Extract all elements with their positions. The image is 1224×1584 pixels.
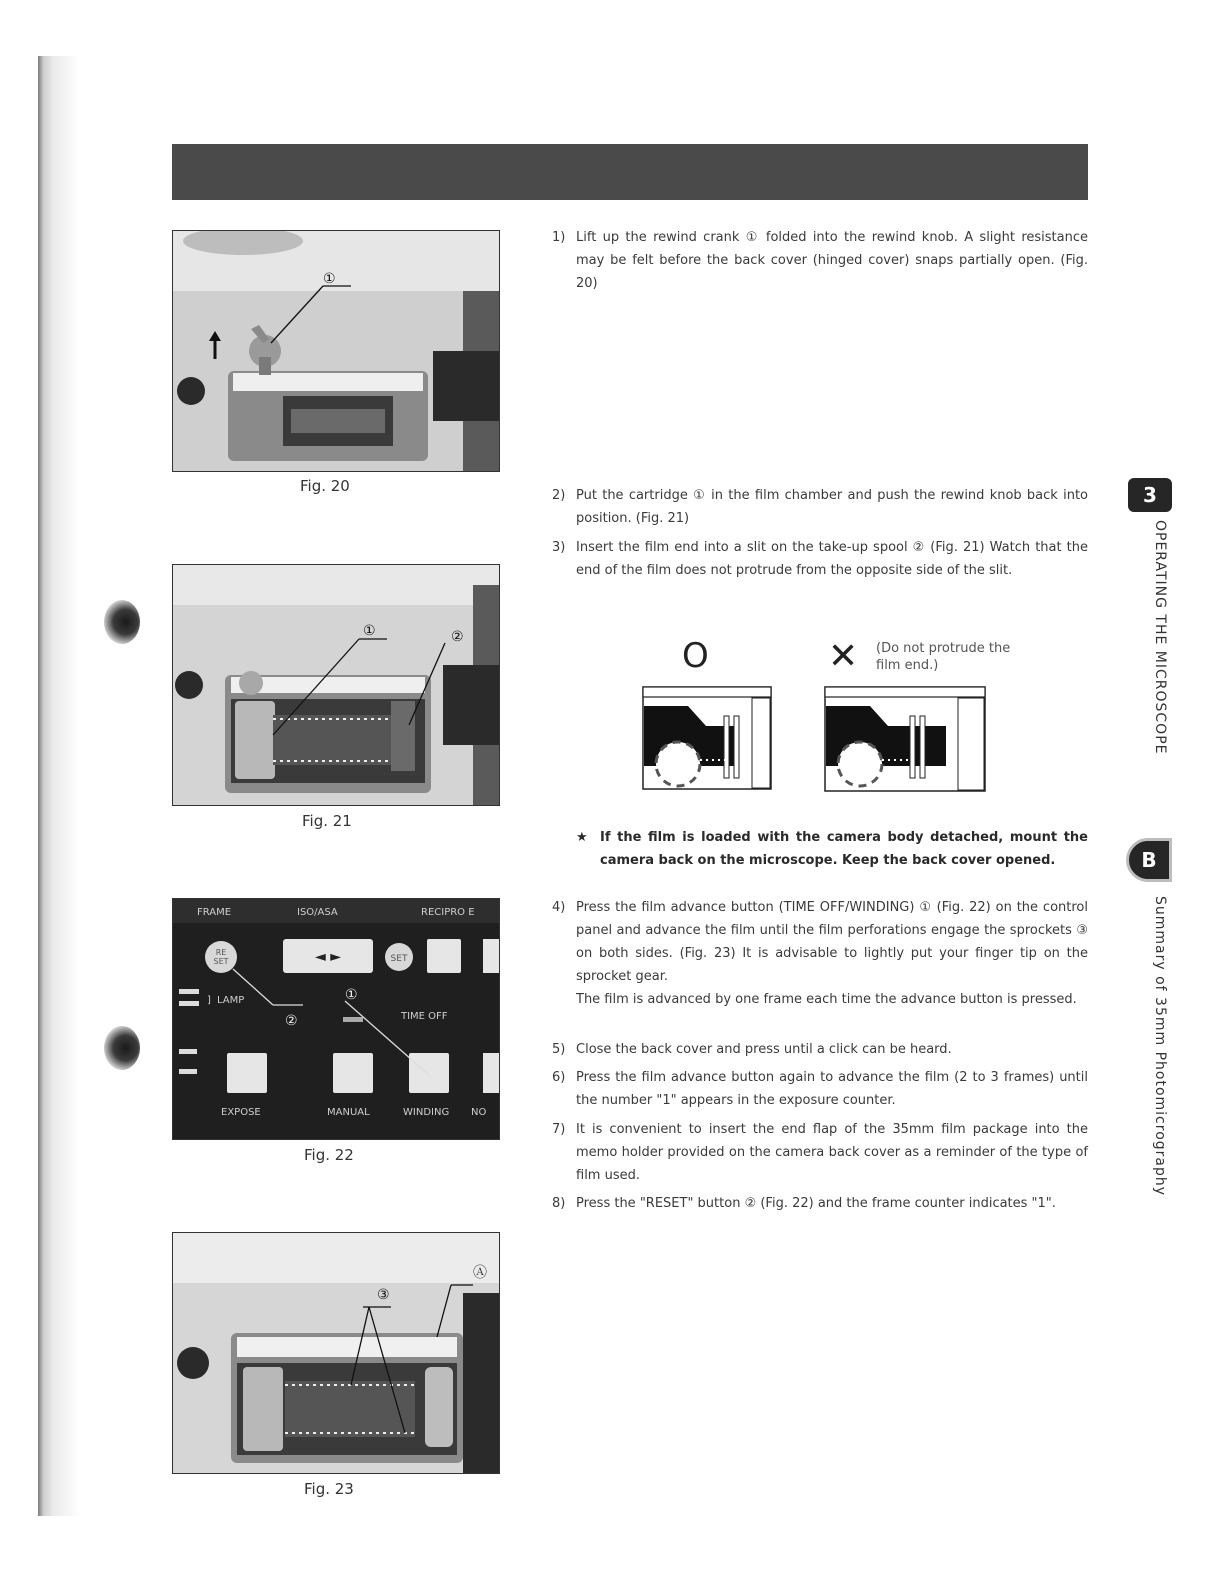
step-text: Lift up the rewind crank ① folded into the rewind knob. A slight resistance may be felt before the back cover (hinged cover) snaps partially open. (Fig. 20) (576, 230, 1088, 291)
step-number: 6) (552, 1070, 566, 1085)
panel-reset-label-top: RE (215, 948, 227, 957)
section-title: Summary of 35mm Photomicrography (1152, 896, 1168, 1197)
figure-21-photo (172, 564, 500, 806)
step-7 (552, 1118, 1088, 1187)
panel-label-iso-asa: ISO/ASA (297, 907, 338, 918)
fig21-callout-2: ② (451, 629, 464, 645)
panel-set-label: SET (390, 954, 408, 964)
step-number: 1) (552, 230, 566, 245)
figure-22-caption: Fig. 22 (304, 1146, 354, 1164)
panel-label-expose: EXPOSE (221, 1107, 261, 1118)
fig23-callout-a: Ⓐ (473, 1265, 487, 1281)
note-text: If the film is loaded with the camera body detached, mount the camera back on the microscope. Keep the back cover opened. (600, 830, 1088, 868)
step-number: 5) (552, 1042, 566, 1057)
section-tab: B (1126, 838, 1172, 882)
chapter-title: OPERATING THE MICROSCOPE (1152, 520, 1168, 755)
step-text: Put the cartridge ① in the film chamber and push the rewind knob back into position. (Fig. 21) (576, 488, 1088, 526)
step-8 (552, 1192, 1088, 1215)
panel-arrow-buttons: ◄ ► (315, 949, 341, 965)
chapter-tab: 3 (1128, 478, 1172, 512)
figure-20-caption: Fig. 20 (300, 477, 350, 495)
correct-film-diagram (642, 686, 772, 790)
figure-20-photo (172, 230, 500, 472)
figure-22-photo (172, 898, 500, 1140)
panel-label-frame: FRAME (197, 907, 232, 918)
section-header-band (172, 144, 1088, 200)
step-3 (552, 536, 1088, 582)
fig22-callout-2: ② (285, 1013, 298, 1029)
step-text: Press the "RESET" button ② (Fig. 22) and the frame counter indicates "1". (576, 1196, 1056, 1211)
step-text: Insert the film end into a slit on the take-up spool ② (Fig. 21) Watch that the end of the film does not protrude from the opposite side of the slit. (576, 540, 1088, 578)
binding-shadow (52, 56, 80, 1516)
punch-hole-top (104, 600, 140, 644)
fig23-callout-3: ③ (377, 1287, 390, 1303)
star-icon: ★ (576, 830, 588, 845)
step-text: It is convenient to insert the end flap of the 35mm film package into the memo holder provided on the camera back cover as a reminder of the type of film used. (576, 1122, 1088, 1183)
detached-body-note (576, 826, 1088, 872)
fig20-callout-1: ① (323, 271, 336, 287)
step-number: 7) (552, 1122, 566, 1137)
step-5 (552, 1038, 1088, 1061)
panel-label-winding: WINDING (403, 1107, 450, 1118)
panel-label-manual: MANUAL (327, 1107, 370, 1118)
incorrect-mark: ✕ (828, 636, 859, 677)
punch-hole-bottom (104, 1026, 140, 1070)
step-number: 2) (552, 488, 566, 503)
figure-23-photo (172, 1232, 500, 1474)
figure-23-caption: Fig. 23 (304, 1480, 354, 1498)
step-extra-text: The film is advanced by one frame each time the advance button is pressed. (576, 992, 1077, 1007)
step-4 (552, 896, 1088, 1011)
step-1 (552, 226, 1088, 295)
panel-label-lamp: LAMP (217, 995, 245, 1006)
panel-label-recipro: RECIPRO E (421, 907, 475, 918)
correct-mark: O (682, 636, 709, 676)
step-number: 3) (552, 540, 566, 555)
fig22-callout-1: ① (345, 987, 358, 1003)
svg-text:]: ] (207, 995, 211, 1006)
panel-label-no: NO (471, 1107, 487, 1118)
step-number: 8) (552, 1196, 566, 1211)
panel-reset-label-bottom: SET (213, 957, 229, 966)
step-text: Close the back cover and press until a click can be heard. (576, 1042, 952, 1057)
step-6 (552, 1066, 1088, 1112)
incorrect-caption: (Do not protrude the film end.) (876, 641, 1011, 673)
binding-edge (38, 56, 52, 1516)
step-2 (552, 484, 1088, 530)
figure-21-caption: Fig. 21 (302, 812, 352, 830)
step-text: Press the film advance button again to advance the film (2 to 3 frames) until the number "1" appears in the exposure counter. (576, 1070, 1088, 1108)
incorrect-film-diagram (824, 686, 986, 792)
step-text: Press the film advance button (TIME OFF/WINDING) ① (Fig. 22) on the control panel and advance the film until the film perforations engage the sprockets ③ on both sides. (Fig. 23) It is advisable to lightly put your finger tip on the sprocket gear. (576, 900, 1088, 984)
panel-label-time-off: TIME OFF (401, 1011, 448, 1022)
step-number: 4) (552, 900, 566, 915)
fig21-callout-1: ① (363, 623, 376, 639)
